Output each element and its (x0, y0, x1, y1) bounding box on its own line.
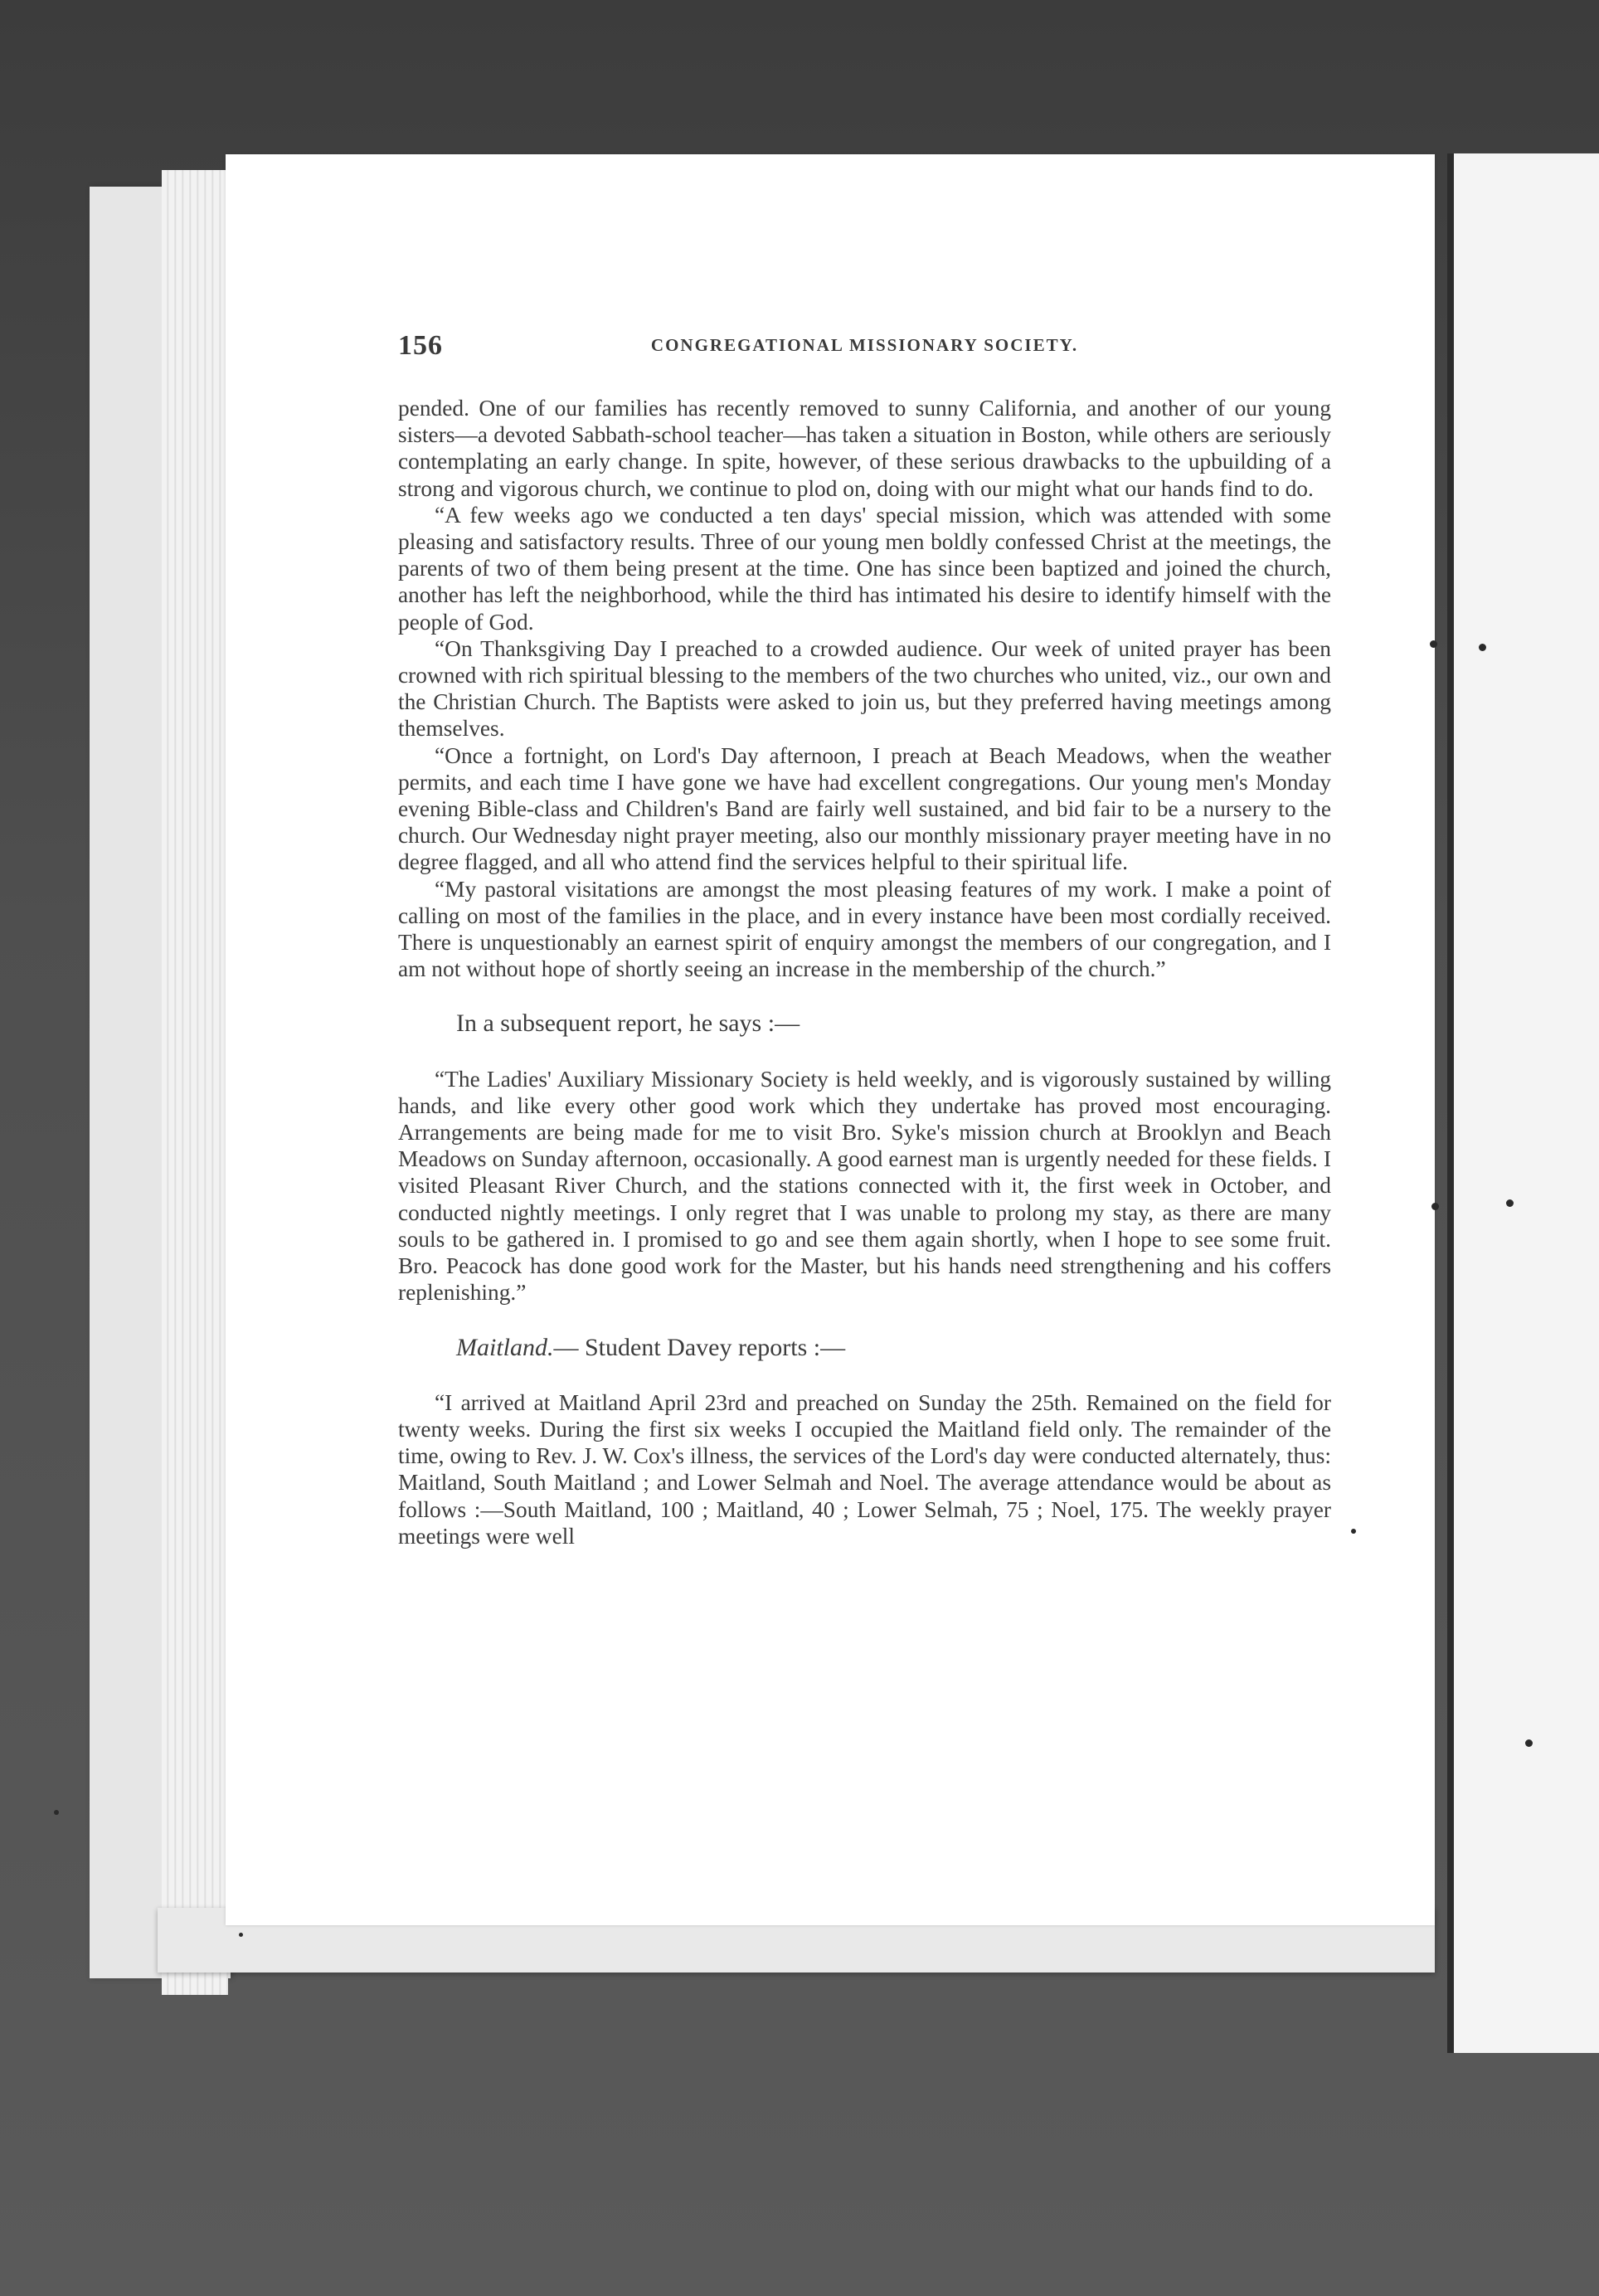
facing-page (1447, 153, 1599, 2053)
paragraph-continued: pended. One of our families has recently removed to sunny California, and another of our young sisters—a devoted Sabbath-school teacher—has taken a situation in Boston, while others are seriously contemplating an early change. In spite, however, of these serious drawbacks to the upbuilding of a strong and vigorous church, we continue to plod on, doing with our might what our hands find to do. (398, 396, 1331, 501)
scan-speck (1351, 1529, 1356, 1534)
page-header (398, 330, 1331, 363)
paragraph-mission: “A few weeks ago we conducted a ten days' special mission, which was attended with some pleasing and satisfactory results. Three of our young men boldly confessed Christ at the meetings, the parents of two of them being present at the time. One has since been baptized and joined the church, another has left the neighborhood, while the third has intimated his desire to identify himself with the people of God. (398, 502, 1331, 635)
scan-speck (1431, 1203, 1439, 1210)
scan-speck (239, 1933, 243, 1937)
page-number: 156 (398, 330, 443, 361)
running-head: CONGREGATIONAL MISSIONARY SOCIETY. (650, 335, 1079, 355)
scan-speck (1506, 1199, 1514, 1207)
scan-speck (1479, 644, 1486, 651)
paragraph-maitland-report: “I arrived at Maitland April 23rd and preached on Sunday the 25th. Remained on the field for twenty weeks. During the first six weeks I occupied the Maitland field only. The remainder of the time, owing to Rev. J. W. Cox's illness, the services of the Lord's day were conducted alternately, thus: Maitland, South Maitland ; and Lower Selmah and Noel. The average attendance would be about as follows :—South Maitland, 100 ; Maitland, 40 ; Lower Selmah, 75 ; Noel, 175. The weekly prayer meetings were well (398, 1389, 1331, 1549)
maitland-place-name: Maitland. (456, 1333, 554, 1361)
maitland-section-heading (398, 1335, 1331, 1361)
paragraph-ladies-auxiliary: “The Ladies' Auxiliary Missionary Society is held weekly, and is vigorously sustained by willing hands, and like every other good work which they undertake has proved most encouraging. Arrangements are being made for me to visit Bro. Syke's mission church at Brooklyn and Beach Meadows on Sunday afternoon, occasionally. A good earnest man is urgently needed for these fields. I visited Pleasant River Church, and the stations connected with it, the first week in October, and conducted nightly meetings. I only regret that I was unable to prolong my stay, as there are many souls to be gathered in. I promised to go and see them again shortly, when I hope to see some fruit. Bro. Peacock has done good work for the Master, but his hands need strengthening and his coffers replenishing.” (398, 1066, 1331, 1306)
subsequent-report-intro: In a subsequent report, he says :— (456, 1009, 800, 1038)
paragraph-fortnight: “Once a fortnight, on Lord's Day afternoon, I preach at Beach Meadows, when the weather permits, and each time I have gone we have had excellent congregations. Our young men's Monday evening Bible-class and Children's Band are fairly well sustained, and bid fair to be a nursery to the church. Our Wednesday night prayer meeting, also our monthly missionary prayer meeting have in no degree flagged, and all who attend find the services helpful to their spiritual life. (398, 742, 1331, 875)
article-body (398, 395, 1331, 1549)
book-page-stack (162, 170, 228, 1995)
maitland-heading-rest: — Student Davey reports :— (553, 1333, 846, 1361)
scan-speck (54, 1810, 59, 1815)
book-page (226, 154, 1435, 1925)
scan-speck (1525, 1739, 1533, 1747)
paragraph-thanksgiving: “On Thanksgiving Day I preached to a crowded audience. Our week of united prayer has been crowned with rich spiritual blessing to the members of the two churches who united, viz., our own and the Christian Church. The Baptists were asked to join us, but they preferred having meetings among themselves. (398, 635, 1331, 742)
scan-speck (1430, 640, 1437, 648)
paragraph-visitations: “My pastoral visitations are amongst the most pleasing features of my work. I make a point of calling on most of the families in the place, and in every instance have been most cordially received. There is unquestionably an earnest spirit of enquiry amongst the members of our congregation, and I am not without hope of shortly seeing an increase in the membership of the church.” (398, 876, 1331, 982)
